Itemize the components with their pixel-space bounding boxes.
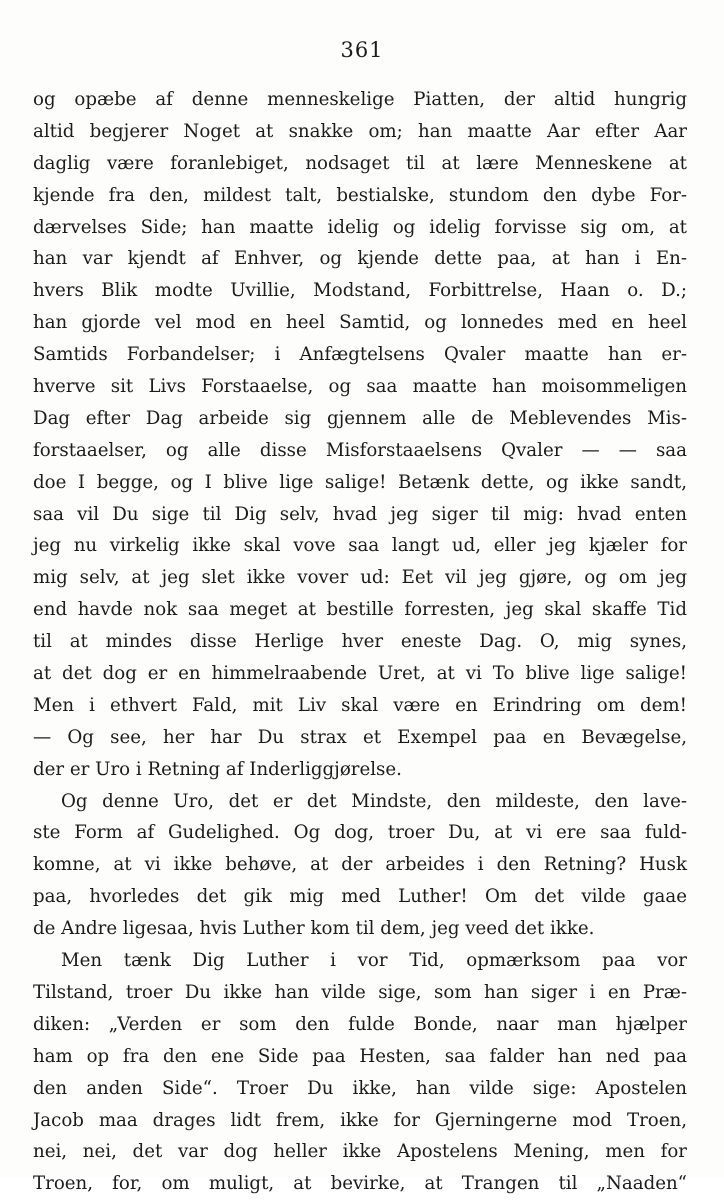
- text-line: ste Form af Gudelighed. Og dog, troer Du, at vi ere saa fuld-: [33, 822, 687, 844]
- text-line: mig selv, at jeg slet ikke vover ud: Eet vil jeg gjøre, og om jeg: [33, 567, 687, 589]
- text-line: ham op fra den ene Side paa Hesten, saa falder han ned paa: [33, 1045, 687, 1067]
- text-line: Samtids Forbandelser; i Anfægtelsens Qvaler maatte han er-: [33, 344, 687, 366]
- text-line: til at mindes disse Herlige hver eneste Dag. O, mig synes,: [33, 631, 687, 653]
- text-line: at det dog er en himmelraabende Uret, at vi To blive lige salige!: [33, 663, 687, 685]
- text-line: hverve sit Livs Forstaaelse, og saa maatte han moisommeligen: [33, 376, 687, 398]
- text-line: Dag efter Dag arbeide sig gjennem alle de Meblevendes Mis-: [33, 407, 687, 429]
- text-line: saa vil Du sige til Dig selv, hvad jeg siger til mig: hvad enten: [33, 503, 687, 525]
- text-line: Jacob maa drages lidt frem, ikke for Gjerningerne mod Troen,: [33, 1109, 687, 1131]
- text-line: daglig være foranlebiget, nodsaget til at lære Menneskene at: [33, 152, 687, 174]
- text-line: den anden Side“. Troer Du ikke, han vilde sige: Apostelen: [33, 1077, 687, 1099]
- text-line: kjende fra den, mildest talt, bestialske, stundom den dybe For-: [33, 184, 687, 206]
- text-line: Men tænk Dig Luther i vor Tid, opmærksom paa vor: [61, 950, 687, 972]
- text-line: han gjorde vel mod en heel Samtid, og lonnedes med en heel: [33, 312, 687, 334]
- text-line: komne, at vi ikke behøve, at der arbeides i den Retning? Husk: [33, 854, 687, 876]
- text-line: — Og see, her har Du strax et Exempel paa en Bevægelse,: [33, 726, 687, 748]
- page-number: 361: [340, 38, 384, 62]
- text-line: Tilstand, troer Du ikke han vilde sige, som han siger i en Præ-: [33, 981, 687, 1003]
- text-line: og opæbe af denne menneskelige Piatten, der altid hungrig: [33, 89, 687, 110]
- body-text: [33, 84, 687, 1200]
- text-line: de Andre ligesaa, hvis Luther kom til dem, jeg veed det ikke.: [33, 918, 595, 940]
- text-line: han var kjendt af Enhver, og kjende dette paa, at han i En-: [33, 248, 687, 270]
- text-line: paa, hvorledes det gik mig med Luther! Om det vilde gaae: [33, 886, 687, 908]
- text-line: jeg nu virkelig ikke skal vove saa langt ud, eller jeg kjæler for: [33, 535, 687, 557]
- text-line: Troen, for, om muligt, at bevirke, at Trangen til „Naaden“: [33, 1173, 687, 1195]
- text-line: altid begjerer Noget at snakke om; han maatte Aar efter Aar: [33, 120, 687, 142]
- text-line: forstaaelser, og alle disse Misforstaaelsens Qvaler — — saa: [33, 439, 687, 461]
- text-line: diken: „Verden er som den fulde Bonde, naar man hjælper: [33, 1013, 687, 1035]
- text-line: Og denne Uro, det er det Mindste, den mildeste, den lave-: [61, 790, 687, 812]
- text-line: doe I begge, og I blive lige salige! Betænk dette, og ikke sandt,: [33, 471, 687, 493]
- text-line: der er Uro i Retning af Inderliggjørelse.: [33, 758, 402, 780]
- text-line: hvers Blik modte Uvillie, Modstand, Forbittrelse, Haan o. D.;: [33, 280, 687, 302]
- text-line: end havde nok saa meget at bestille forresten, jeg skal skaffe Tid: [33, 599, 687, 621]
- text-line: dærvelses Side; han maatte idelig og idelig forvisse sig om, at: [33, 216, 687, 238]
- text-line: Men i ethvert Fald, mit Liv skal være en Erindring om dem!: [33, 694, 687, 716]
- text-line: nei, nei, det var dog heller ikke Apostelens Mening, men for: [33, 1141, 687, 1163]
